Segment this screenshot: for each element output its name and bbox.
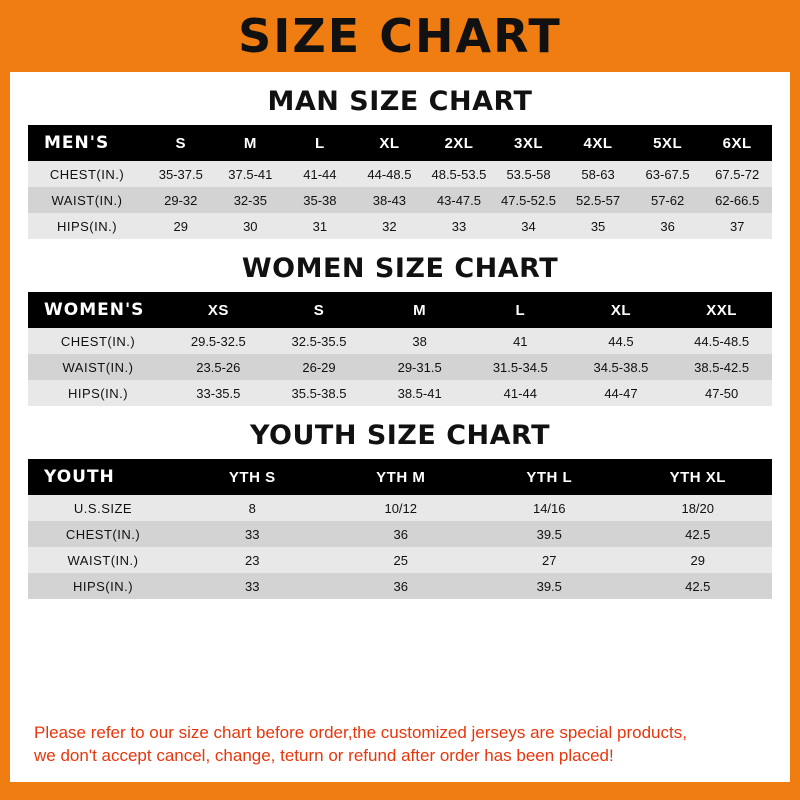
youth-row-label-chest: CHEST(IN.)	[65, 526, 141, 542]
cell: 39.5	[536, 578, 562, 594]
cell: 67.5-72	[715, 166, 760, 182]
cell: 33-35.5	[196, 385, 241, 401]
cell: 38.5-42.5	[694, 359, 750, 375]
cell: 38-43	[372, 192, 407, 208]
cell: 48.5-53.5	[431, 166, 487, 182]
man-table-head	[28, 125, 772, 161]
man-col-1: M	[243, 134, 257, 152]
man-col-8: 6XL	[722, 134, 752, 152]
cell: 32-35	[233, 192, 267, 208]
cell: 26-29	[302, 359, 336, 375]
page-title: SIZE CHART	[238, 9, 562, 63]
cell: 33	[245, 578, 260, 594]
cell: 52.5-57	[576, 192, 621, 208]
cell: 34	[521, 218, 536, 234]
cell: 27	[542, 552, 557, 568]
content-area	[10, 72, 790, 782]
youth-table-corner-label: YOUTH	[44, 467, 115, 487]
man-col-6: 4XL	[583, 134, 613, 152]
youth-row-label-hips: HIPS(IN.)	[72, 578, 134, 594]
cell: 58-63	[581, 166, 615, 182]
man-col-4: 2XL	[444, 134, 474, 152]
table-header-row	[28, 125, 772, 161]
cell: 18/20	[681, 500, 715, 516]
cell: 33	[245, 526, 260, 542]
women-col-1: S	[313, 301, 325, 319]
cell: 23.5-26	[196, 359, 241, 375]
cell: 32	[382, 218, 397, 234]
cell: 39.5	[536, 526, 562, 542]
table-header-row	[28, 292, 772, 328]
youth-col-1: YTH M	[376, 468, 426, 486]
man-size-table	[28, 125, 772, 239]
cell: 29	[173, 218, 188, 234]
section-title-youth: YOUTH SIZE CHART	[249, 420, 551, 451]
man-row-label-waist: WAIST(IN.)	[51, 192, 123, 208]
section-title-women: WOMEN SIZE CHART	[241, 253, 559, 284]
bottom-accent-bar	[0, 782, 800, 800]
cell: 35.5-38.5	[291, 385, 347, 401]
table-row	[28, 380, 772, 406]
cell: 29.5-32.5	[190, 333, 246, 349]
table-row	[28, 213, 772, 239]
women-table-head	[28, 292, 772, 328]
women-row-label-hips: HIPS(IN.)	[67, 385, 129, 401]
man-col-7: 5XL	[653, 134, 683, 152]
youth-col-3: YTH XL	[669, 468, 726, 486]
women-row-label-waist: WAIST(IN.)	[62, 359, 134, 375]
cell: 35	[590, 218, 606, 234]
cell: 34.5-38.5	[593, 359, 649, 375]
cell: 33	[451, 218, 467, 234]
cell: 53.5-58	[506, 166, 551, 182]
cell: 47-50	[705, 385, 739, 401]
table-row	[28, 521, 772, 547]
cell: 38.5-41	[397, 385, 442, 401]
cell: 41	[513, 333, 528, 349]
cell: 42.5	[685, 526, 711, 542]
note-line-1: Please refer to our size chart before order,the customized jerseys are special products,	[34, 723, 687, 743]
cell: 36	[393, 526, 408, 542]
women-col-3: L	[515, 301, 526, 319]
man-row-label-hips: HIPS(IN.)	[56, 218, 118, 234]
man-col-0: S	[175, 134, 187, 152]
cell: 37.5-41	[228, 166, 273, 182]
cell: 8	[248, 500, 256, 516]
table-row	[28, 161, 772, 187]
cell: 31.5-34.5	[492, 359, 548, 375]
man-col-5: 3XL	[514, 134, 544, 152]
cell: 63-67.5	[645, 166, 690, 182]
cell: 41-44	[303, 166, 337, 182]
women-size-table	[28, 292, 772, 406]
cell: 44.5-48.5	[694, 333, 750, 349]
cell: 30	[243, 218, 258, 234]
cell: 35-37.5	[158, 166, 203, 182]
section-title-man: MAN SIZE CHART	[267, 86, 533, 117]
return-policy-note	[28, 712, 772, 782]
cell: 35-38	[303, 192, 337, 208]
women-col-0: XS	[207, 301, 229, 319]
table-row	[28, 547, 772, 573]
header-bar	[0, 0, 800, 72]
table-header-row	[28, 459, 772, 495]
women-col-5: XXL	[706, 301, 737, 319]
cell: 57-62	[650, 192, 685, 208]
youth-row-label-waist: WAIST(IN.)	[67, 552, 139, 568]
women-col-2: M	[413, 301, 427, 319]
cell: 41-44	[503, 385, 537, 401]
cell: 62-66.5	[715, 192, 760, 208]
cell: 14/16	[532, 500, 566, 516]
man-col-3: XL	[379, 134, 400, 152]
cell: 29-31.5	[397, 359, 442, 375]
note-line-2: we don't accept cancel, change, teturn or refund after order has been placed!	[34, 746, 614, 766]
women-col-4: XL	[610, 301, 632, 319]
youth-table-body	[28, 495, 772, 599]
cell: 43-47.5	[436, 192, 481, 208]
cell: 29	[690, 552, 705, 568]
cell: 36	[393, 578, 408, 594]
cell: 32.5-35.5	[291, 333, 347, 349]
cell: 10/12	[384, 500, 418, 516]
youth-col-2: YTH L	[526, 468, 573, 486]
cell: 38	[412, 333, 427, 349]
cell: 37	[729, 218, 745, 234]
cell: 44-47	[604, 385, 638, 401]
table-row	[28, 495, 772, 521]
women-table-body	[28, 328, 772, 406]
cell: 47.5-52.5	[501, 192, 556, 208]
youth-row-label-ussize: U.S.SIZE	[73, 500, 133, 516]
table-row	[28, 328, 772, 354]
cell: 42.5	[685, 578, 711, 594]
cell: 29-32	[164, 192, 198, 208]
man-row-label-chest: CHEST(IN.)	[49, 166, 125, 182]
cell: 25	[393, 552, 408, 568]
youth-col-0: YTH S	[228, 468, 276, 486]
women-table-corner-label: WOMEN'S	[44, 300, 145, 320]
cell: 36	[660, 218, 675, 234]
youth-size-table	[28, 459, 772, 599]
table-row	[28, 573, 772, 599]
cell: 31	[312, 218, 328, 234]
cell: 44.5	[608, 333, 634, 349]
cell: 23	[245, 552, 260, 568]
man-col-2: L	[315, 134, 325, 152]
table-row	[28, 354, 772, 380]
table-row	[28, 187, 772, 213]
man-table-body	[28, 161, 772, 239]
cell: 44-48.5	[367, 166, 412, 182]
youth-table-head	[28, 459, 772, 495]
women-row-label-chest: CHEST(IN.)	[60, 333, 136, 349]
man-table-corner-label: MEN'S	[44, 133, 110, 153]
